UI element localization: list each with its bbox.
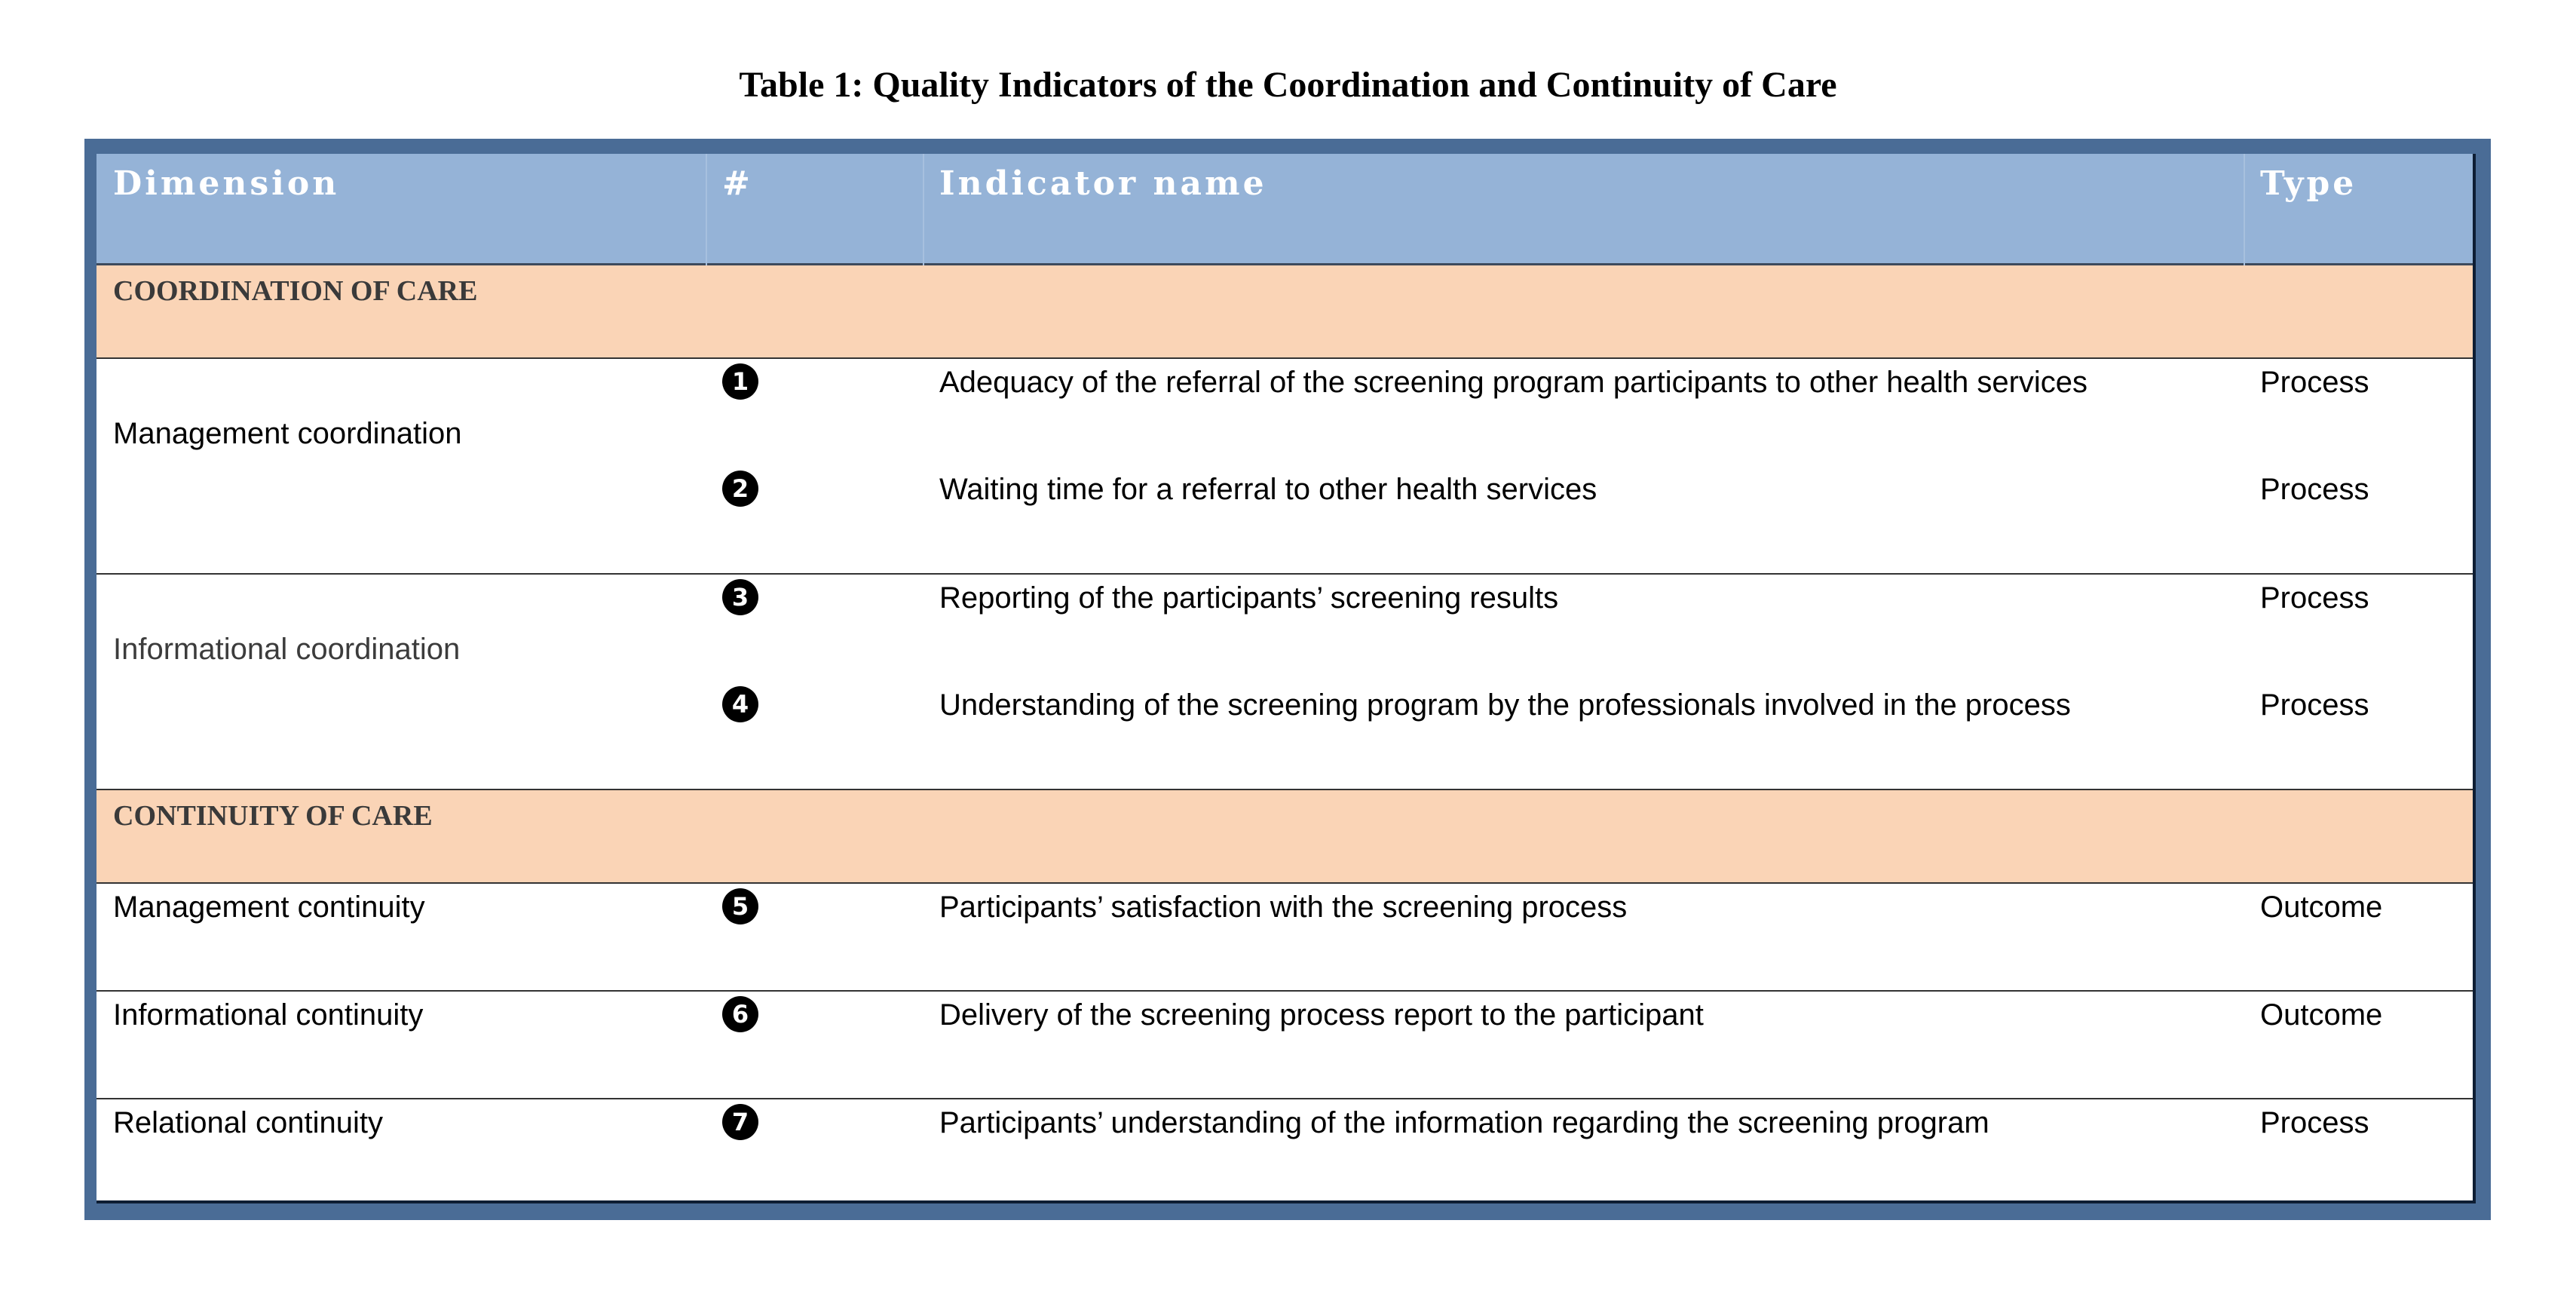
- dimension-label: Management continuity: [113, 891, 425, 924]
- indicator-type: Process: [2260, 1106, 2369, 1139]
- group-management-continuity: [96, 884, 2473, 992]
- column-divider: [706, 154, 707, 265]
- number-badge: 4: [722, 686, 758, 722]
- indicator-name: Participants’ satisfaction with the screening process: [939, 891, 1628, 924]
- group-management-coordination: [96, 359, 2473, 575]
- indicator-type: Process: [2260, 366, 2369, 399]
- number-badge: 7: [722, 1104, 758, 1140]
- section-row-continuity: [96, 790, 2473, 884]
- header-indicator-name: Indicator name: [939, 164, 1267, 203]
- indicator-name: Reporting of the participants’ screening results: [939, 581, 1559, 615]
- dimension-label: Management coordination: [113, 417, 462, 450]
- number-badge: 3: [722, 579, 758, 615]
- indicator-name: Adequacy of the referral of the screening program participants to other health services: [939, 366, 2088, 399]
- table-header-row: [96, 154, 2473, 265]
- section-row-coordination: [96, 265, 2473, 359]
- group-informational-coordination: [96, 575, 2473, 790]
- dimension-label: Informational continuity: [113, 998, 424, 1032]
- indicator-name: Delivery of the screening process report to the participant: [939, 998, 1704, 1032]
- dimension-label: Relational continuity: [113, 1106, 383, 1139]
- header-number: #: [722, 164, 753, 203]
- column-divider: [2244, 154, 2245, 265]
- number-badge: 1: [722, 363, 758, 400]
- indicator-type: Process: [2260, 581, 2369, 615]
- number-badge: 6: [722, 996, 758, 1032]
- column-divider: [923, 154, 924, 265]
- indicator-type: Process: [2260, 688, 2369, 722]
- header-dimension: Dimension: [113, 164, 340, 203]
- quality-indicators-table: [96, 154, 2476, 1203]
- indicator-name: Understanding of the screening program by the professionals involved in the process: [939, 688, 2071, 722]
- section-title: CONTINUITY OF CARE: [113, 800, 433, 832]
- number-badge: 5: [722, 888, 758, 924]
- table-frame: [84, 139, 2491, 1220]
- indicator-type: Outcome: [2260, 891, 2383, 924]
- table-caption: Table 1: Quality Indicators of the Coordination and Continuity of Care: [739, 65, 1837, 105]
- group-relational-continuity: [96, 1099, 2473, 1200]
- number-badge: 2: [722, 471, 758, 507]
- indicator-name: Participants’ understanding of the information regarding the screening program: [939, 1106, 1989, 1139]
- group-informational-continuity: [96, 992, 2473, 1099]
- section-title: COORDINATION OF CARE: [113, 275, 478, 307]
- indicator-name: Waiting time for a referral to other health services: [939, 473, 1597, 506]
- dimension-label: Informational coordination: [113, 633, 461, 666]
- header-type: Type: [2260, 164, 2357, 203]
- indicator-type: Outcome: [2260, 998, 2383, 1032]
- indicator-type: Process: [2260, 473, 2369, 506]
